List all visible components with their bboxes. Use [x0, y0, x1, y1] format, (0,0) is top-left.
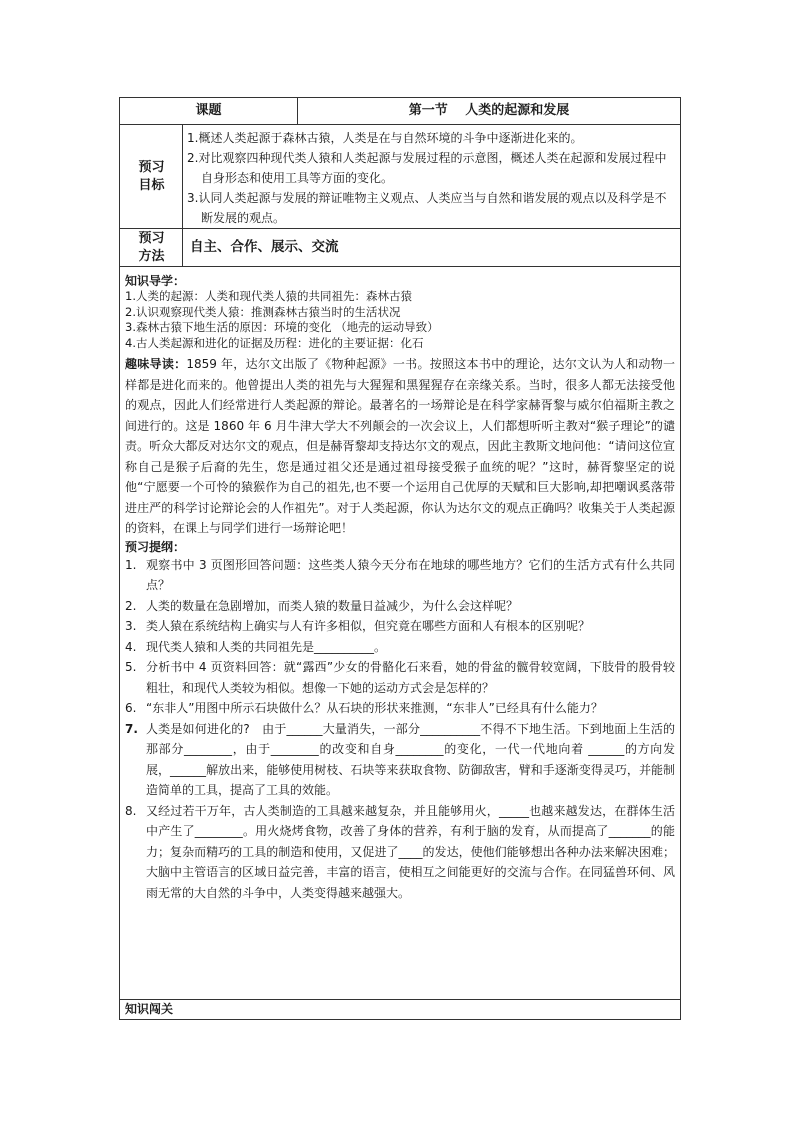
goals-row — [120, 125, 680, 229]
goals-label: 预习 目标 — [138, 159, 165, 193]
intro-text: 1859 年，达尔文出版了《物种起源》一书。按照这本书中的理论，达尔文认为人和动物一样都是进化而来的。他曾提出人类的祖先与大猩猩和黑猩猩存在亲缘关系。当时，很多人都无法接受他的观点，因此人们经常进行人类起源的辩论。最著名的一场辩论是在科学家赫胥黎与威尔伯福斯主教之间进行的。这是 1860 年 6 月牛津大学大不列颠会的一次会议上，人们都想听听主教对“猴子理论”的谴责。听众大都反对达尔文的观点，但是赫胥黎却支持达尔文的观点，因此主教斯文地问他：“请问这位宣称自己是猴子后裔的先生，您是通过祖父还是通过祖母接受猴子血统的呢？”这时，赫胥黎坚定的说他“宁愿要一个可怜的猿猴作为自己的祖先,也不要一个运用自己优厚的天赋和巨大影响,却把嘲讽奚落带进庄严的科学讨论辩论会的人作祖先”。对于人类起源，你认为达尔文的观点正确吗？收集关于人类起源的资料，在课上与同学们进行一场辩论吧！ — [125, 357, 675, 535]
intro-title: 趣味导读： — [125, 357, 187, 371]
guide-title: 知识导学： — [125, 274, 186, 288]
question-item: 6. “东非人”用图中所示石块做什么？从石块的形状来推测，“东非人”已经具有什么能力？ — [125, 701, 603, 715]
intro-paragraph — [125, 354, 675, 539]
guide-item: 1.人类的起源：人类和现代类人猿的共同祖先：森林古猿 — [125, 289, 412, 303]
goal-item: 3.认同人类起源与发展的辩证唯物主义观点、人类应当与自然和谐发展的观点以及科学是不断发展的观点。 — [187, 191, 667, 225]
question-item: 2. 人类的数量在急剧增加，而类人猿的数量日益减少，为什么会这样呢？ — [125, 598, 519, 613]
guide-item: 3.森林古猿下地生活的原因：环境的变化 （地壳的运动导致） — [125, 320, 439, 334]
guide-item: 2.认识观察现代类人猿：推测森林古猿当时的生活状况 — [125, 304, 401, 319]
method-label-cell — [120, 229, 183, 266]
question-item: 1. 观察书中 3 页图形回答问题：这些类人猿今天分布在地球的哪些地方？它们的生活方式有什么共同点？ — [125, 557, 675, 592]
goals-list — [187, 128, 677, 228]
topic-label: 课题 — [120, 98, 298, 124]
lesson-title: 第一节 人类的起源和发展 — [408, 103, 570, 118]
main-content — [125, 273, 675, 903]
guide-list — [125, 289, 675, 351]
method-text: 自主、合作、展示、交流 — [190, 239, 339, 255]
lesson-plan-table — [119, 97, 681, 1020]
guide-item: 4.古人类起源和进化的证据及历程：进化的主要证据：化石 — [125, 335, 424, 350]
checkpoint-title: 知识闯关 — [125, 1002, 174, 1016]
goals-label-cell — [120, 125, 183, 228]
goal-item: 2.对比观察四种现代类人猿和人类起源与发展过程的示意图，概述人类在起源和发展过程中自身形态和使用工具等方面的变化。 — [187, 151, 667, 185]
header-row — [120, 98, 680, 125]
question-item: 8. 又经过若干万年，古人类制造的工具越来越复杂，并且能够用火，_____也越来越发达，在群体生活中产生了________。用火烧烤食物，改善了身体的营养，有利于脑的发育，从而提高了_______的能力；复杂而精巧的工具的制造和使用，又促进了____的发达，使他们能够想出各种办法来解决困难；大脑中主管语言的区域日益完善，丰富的语言，使相互之间能更好的交流与合作。在同猛兽环伺、风雨无常的大自然的斗争中，人类变得越来越强大。 — [125, 803, 675, 900]
questions-list — [125, 555, 675, 904]
goal-item: 1.概述人类起源于森林古猿，人类是在与自然环境的斗争中逐渐进化来的。 — [187, 131, 583, 145]
method-label: 预习 方法 — [138, 230, 165, 264]
section-divider — [120, 999, 680, 1000]
questions-title: 预习提纲： — [125, 539, 186, 554]
question-item: 7. 人类是如何进化的? 由于______大量消失，一部分__________不得不下地生活。下到地面上生活的那部分________，由于________的改变和自身________的变化，一代一代地向着 ______的方向发展，______解放出来，能够使用树枝、石块等来获取食物、防御敌害，臂和手逐渐变得灵巧，并能制造简单的工具，提高了工具的效能。 — [125, 721, 675, 797]
question-item: 5. 分析书中 4 页资料回答：就“露西”少女的骨骼化石来看，她的骨盆的髋骨较宽阔，下肢骨的股骨较粗壮，和现代人类较为相似。想像一下她的运动方式会是怎样的？ — [125, 660, 675, 695]
method-row — [120, 229, 680, 267]
question-item: 4. 现代类人猿和人类的共同祖先是__________。 — [125, 639, 387, 654]
question-item: 3. 类人猿在系统结构上确实与人有许多相似，但究竟在哪些方面和人有根本的区别呢？ — [125, 619, 591, 633]
